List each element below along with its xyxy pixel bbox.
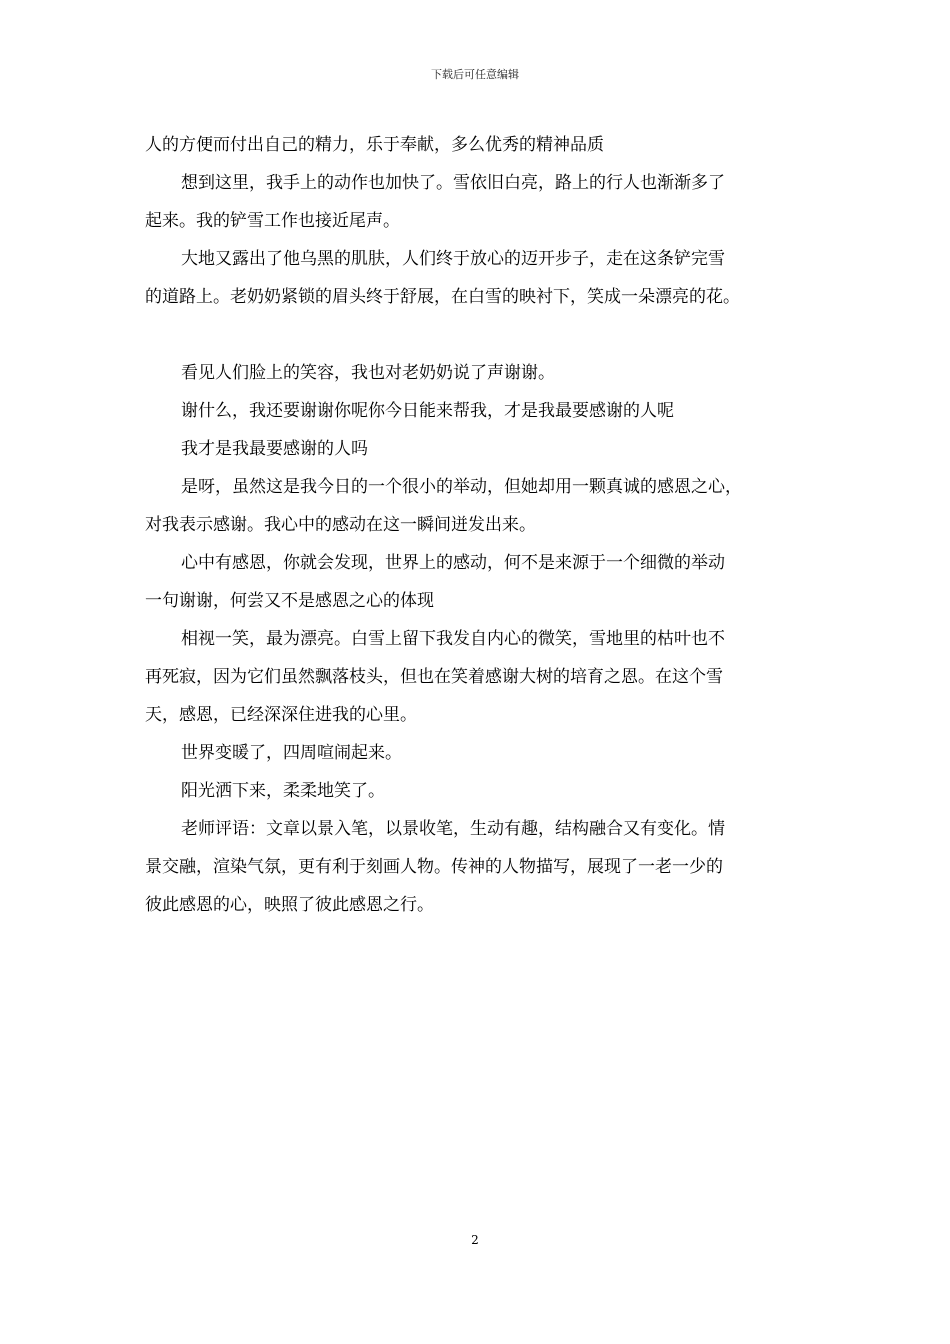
text-line: 老师评语：文章以景入笔，以景收笔，生动有趣，结构融合又有变化。情 xyxy=(181,819,725,839)
text-line: 世界变暖了，四周喧闹起来。 xyxy=(181,743,402,763)
text-line: 看见人们脸上的笑容，我也对老奶奶说了声谢谢。 xyxy=(181,363,555,383)
text-line: 心中有感恩，你就会发现，世界上的感动，何不是来源于一个细微的举动 xyxy=(181,553,725,573)
text-line: 想到这里，我手上的动作也加快了。雪依旧白亮，路上的行人也渐渐多了 xyxy=(181,173,725,193)
paragraph-gap xyxy=(145,316,815,354)
text-line: 景交融，渲染气氛，更有利于刻画人物。传神的人物描写，展现了一老一少的 xyxy=(145,857,723,877)
document-body xyxy=(145,126,815,924)
text-line: 相视一笑，最为漂亮。白雪上留下我发自内心的微笑，雪地里的枯叶也不 xyxy=(181,629,725,649)
text-line: 对我表示感谢。我心中的感动在这一瞬间迸发出来。 xyxy=(145,515,536,535)
page-number: 2 xyxy=(471,1233,479,1247)
text-line: 是呀，虽然这是我今日的一个很小的举动，但她却用一颗真诚的感恩之心， xyxy=(181,477,742,497)
text-line: 谢什么，我还要谢谢你呢你今日能来帮我，才是我最要感谢的人呢 xyxy=(181,401,674,421)
text-line: 天，感恩，已经深深住进我的心里。 xyxy=(145,705,417,725)
text-line: 一句谢谢，何尝又不是感恩之心的体现 xyxy=(145,591,434,611)
text-line: 起来。我的铲雪工作也接近尾声。 xyxy=(145,211,400,231)
text-line: 我才是我最要感谢的人吗 xyxy=(181,439,368,459)
text-line: 阳光洒下来，柔柔地笑了。 xyxy=(181,781,385,801)
text-line: 大地又露出了他乌黑的肌肤，人们终于放心的迈开步子，走在这条铲完雪 xyxy=(181,249,725,269)
text-line: 再死寂，因为它们虽然飘落枝头，但也在笑着感谢大树的培育之恩。在这个雪 xyxy=(145,667,723,687)
text-line: 的道路上。老奶奶紧锁的眉头终于舒展，在白雪的映衬下，笑成一朵漂亮的花。 xyxy=(145,287,740,307)
text-line: 彼此感恩的心，映照了彼此感恩之行。 xyxy=(145,895,434,915)
text-line: 人的方便而付出自己的精力，乐于奉献，多么优秀的精神品质 xyxy=(145,135,604,155)
page-header: 下载后可任意编辑 xyxy=(431,68,519,81)
